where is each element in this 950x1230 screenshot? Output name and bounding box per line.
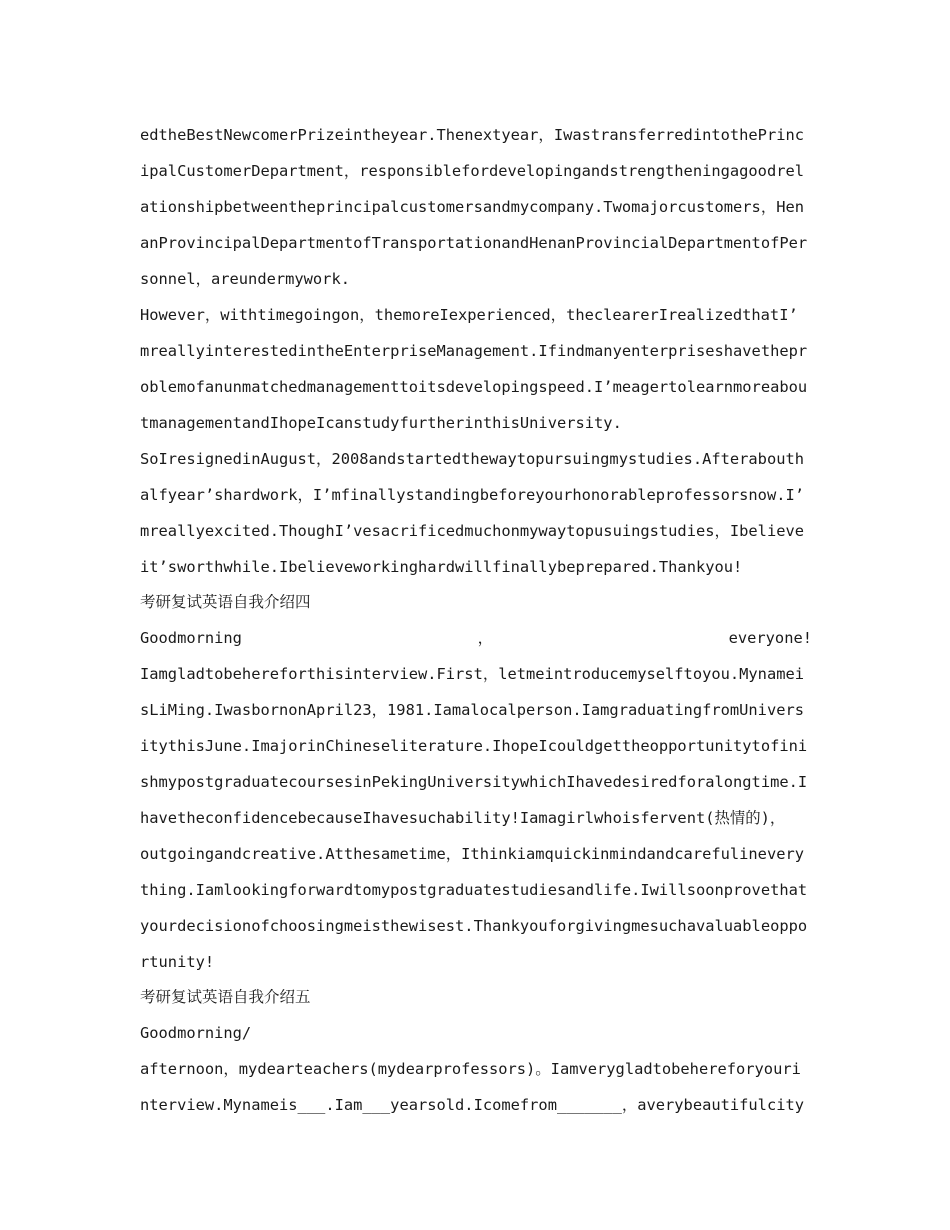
section-heading-five: 考研复试英语自我介绍五	[140, 988, 311, 1006]
document-body	[140, 117, 812, 1123]
text-line: it’sworthwhile.Ibelieveworkinghardwillfinallybeprepared.Thankyou!	[140, 558, 743, 576]
text-line: sLiMing.IwasbornonApril23，1981.Iamalocalperson.IamgraduatingfromUnivers	[140, 701, 805, 719]
paragraph-introduction-five	[140, 1015, 812, 1123]
section-heading-four: 考研复试英语自我介绍四	[140, 593, 311, 611]
text-line: ationshipbetweentheprincipalcustomersandmycompany.Twomajorcustomers，Hen	[140, 198, 805, 216]
text-line: tmanagementandIhopeIcanstudyfurtherinthisUniversity.	[140, 414, 622, 432]
text-line: mreallyinterestedintheEnterpriseManagement.Ifindmanyenterpriseshavethepr	[140, 342, 808, 360]
text-line: alfyear’shardwork，I’mfinallystandingbeforeyourhonorableprofessorsnow.I’	[140, 486, 805, 504]
text-line: rtunity!	[140, 953, 215, 971]
paragraph-introduction-four	[140, 656, 812, 980]
text-line: ipalCustomerDepartment，responsiblefordevelopingandstrengtheningagoodrel	[140, 162, 805, 180]
text-line: itythisJune.ImajorinChineseliterature.IhopeIcouldgettheopportunitytofini	[140, 737, 808, 755]
paragraph-resigned	[140, 441, 812, 585]
greeting-line	[140, 620, 812, 656]
text-line: afternoon，mydearteachers(mydearprofessors)。Iamverygladtobehereforyouri	[140, 1060, 801, 1078]
paragraph-interest	[140, 297, 812, 441]
greeting-right: everyone!	[728, 629, 812, 647]
greeting-comma: ，	[477, 629, 493, 647]
greeting-left: Goodmorning	[140, 629, 242, 647]
text-line: SoIresignedinAugust，2008andstartedthewaytopursuingmystudies.Afterabouth	[140, 450, 805, 468]
text-line: yourdecisionofchoosingmeisthewisest.Thankyouforgivingmesuchavaluableoppo	[140, 917, 808, 935]
text-line: outgoingandcreative.Atthesametime，Ithinkiamquickinmindandcarefulinevery	[140, 845, 805, 863]
paragraph-transfer	[140, 117, 812, 297]
text-line: thing.Iamlookingforwardtomypostgraduatestudiesandlife.Iwillsoonprovethat	[140, 881, 808, 899]
text-line: However，withtimegoingon，themoreIexperienced，theclearerIrealizedthatI’	[140, 306, 798, 324]
text-line: nterview.Mynameis___.Iam___yearsold.Icomefrom_______，averybeautifulcity	[140, 1096, 805, 1114]
text-line: Iamgladtobehereforthisinterview.First，letmeintroducemyselftoyou.Mynamei	[140, 665, 805, 683]
text-line: oblemofanunmatchedmanagementtoitsdevelopingspeed.I’meagertolearnmoreabou	[140, 378, 808, 396]
text-line: anProvincipalDepartmentofTransportationandHenanProvincialDepartmentofPer	[140, 234, 808, 252]
text-line: mreallyexcited.ThoughI’vesacrificedmuchonmywaytopusuingstudies，Ibelieve	[140, 522, 805, 540]
text-line: sonnel，areundermywork.	[140, 270, 350, 288]
text-line: Goodmorning/	[140, 1024, 252, 1042]
text-line: havetheconfidencebecauseIhavesuchability!Iamagirlwhoisfervent(热情的)，	[140, 809, 786, 827]
text-line: edtheBestNewcomerPrizeintheyear.Thenextyear，IwastransferredintothePrinc	[140, 126, 805, 144]
text-line: shmypostgraduatecoursesinPekingUniversitywhichIhavedesiredforalongtime.I	[140, 773, 808, 791]
